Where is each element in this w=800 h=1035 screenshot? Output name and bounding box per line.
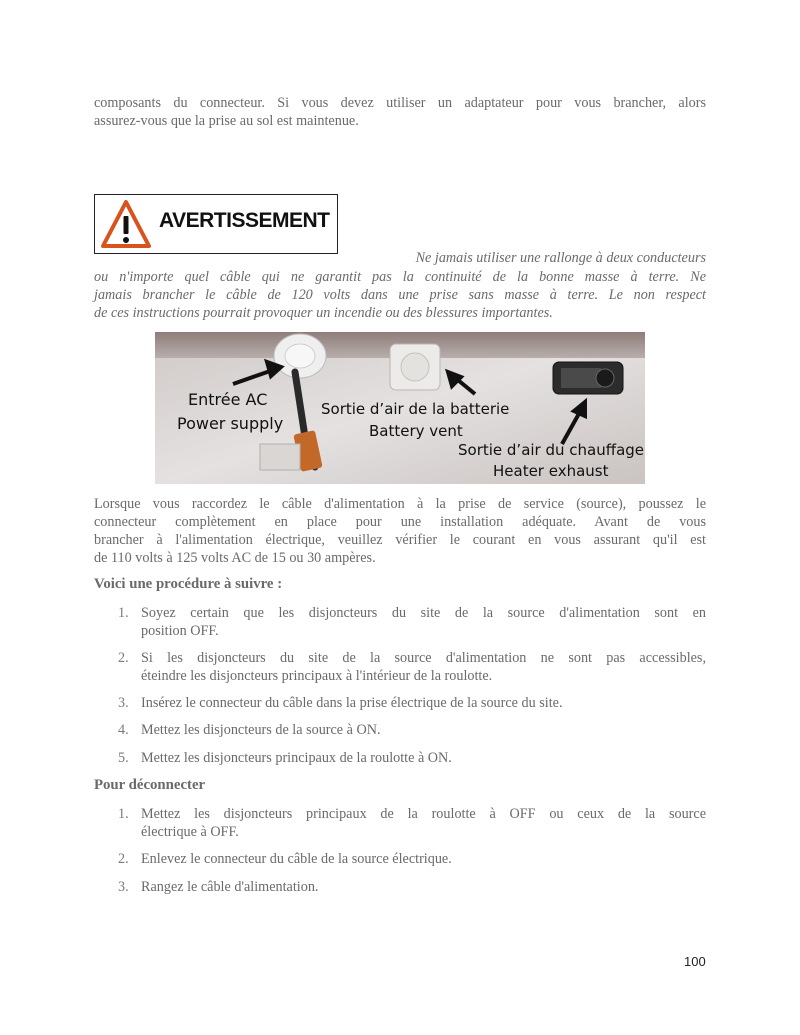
list-number: 3.: [118, 879, 129, 895]
list-text: Insérez le connecteur du câble dans la prise électrique de la source du site.: [141, 695, 563, 711]
list-text-2: éteindre les disjoncteurs principaux à l'intérieur de la roulotte.: [141, 668, 493, 684]
list-number: 4.: [118, 722, 129, 738]
list-text: Mettez les disjoncteurs de la source à ON.: [141, 722, 381, 738]
connect-line-3: brancher à l'alimentation électrique, veuillez vérifier le courant en vous assurant qu'il est: [94, 532, 706, 548]
list-number: 1.: [118, 806, 129, 822]
list-text: Si les disjoncteurs du site de la source d'alimentation ne sont pas accessibles,: [141, 650, 706, 666]
connect-paragraph: [94, 495, 706, 567]
photo-illustration: [155, 332, 645, 484]
list-text-2: électrique à OFF.: [141, 824, 239, 840]
list-text: Mettez les disjoncteurs principaux de la roulotte à OFF ou ceux de la source: [141, 806, 706, 822]
connect-line-4: de 110 volts à 125 volts AC de 15 ou 30 ampères.: [94, 550, 376, 566]
warning-badge: [94, 194, 338, 254]
list-text-2: position OFF.: [141, 623, 219, 639]
photo-label-ac-1: Entrée AC: [188, 390, 268, 409]
connect-line-2: connecteur complètement en place pour une installation adéquate. Avant de vous: [94, 514, 706, 530]
warning-paragraph: [94, 268, 706, 322]
list-number: 2.: [118, 851, 129, 867]
warning-label: AVERTISSEMENT: [159, 209, 330, 232]
power-connections-photo: [155, 332, 645, 484]
list-number: 2.: [118, 650, 129, 666]
list-text: Soyez certain que les disjoncteurs du site de la source d'alimentation sont en: [141, 605, 706, 621]
list-text: Enlevez le connecteur du câble de la source électrique.: [141, 851, 452, 867]
warning-line-2: ou n'importe quel câble qui ne garantit pas la continuité de la bonne masse à terre. Ne: [94, 269, 706, 285]
warning-line-4: de ces instructions pourrait provoquer un incendie ou des blessures importantes.: [94, 305, 553, 321]
procedure-heading: Voici une procédure à suivre :: [94, 576, 283, 592]
intro-line-2: assurez-vous que la prise au sol est maintenue.: [94, 113, 359, 129]
list-number: 1.: [118, 605, 129, 621]
list-number: 3.: [118, 695, 129, 711]
disconnect-heading: Pour déconnecter: [94, 777, 206, 793]
warning-first-line: Ne jamais utiliser une rallonge à deux conducteurs: [415, 250, 706, 266]
page-number: 100: [684, 954, 706, 969]
connect-line-1: Lorsque vous raccordez le câble d'alimentation à la prise de service (source), poussez le: [94, 496, 706, 512]
warning-triangle-icon: [101, 199, 151, 249]
list-number: 5.: [118, 750, 129, 766]
photo-label-ac-2: Power supply: [177, 414, 284, 433]
warning-line-3: jamais brancher le câble de 120 volts dans une prise sans masse à terre. Le non respect: [94, 287, 706, 303]
photo-label-battery-2: Battery vent: [369, 422, 463, 440]
intro-paragraph: [94, 94, 706, 130]
list-text: Mettez les disjoncteurs principaux de la roulotte à ON.: [141, 750, 452, 766]
photo-label-battery-1: Sortie d’air de la batterie: [321, 400, 510, 418]
intro-line-1: composants du connecteur. Si vous devez utiliser un adaptateur pour vous brancher, alors: [94, 95, 706, 111]
photo-label-heater-2: Heater exhaust: [493, 462, 609, 480]
list-text: Rangez le câble d'alimentation.: [141, 879, 319, 895]
photo-label-heater-1: Sortie d’air du chauffage: [458, 441, 645, 459]
